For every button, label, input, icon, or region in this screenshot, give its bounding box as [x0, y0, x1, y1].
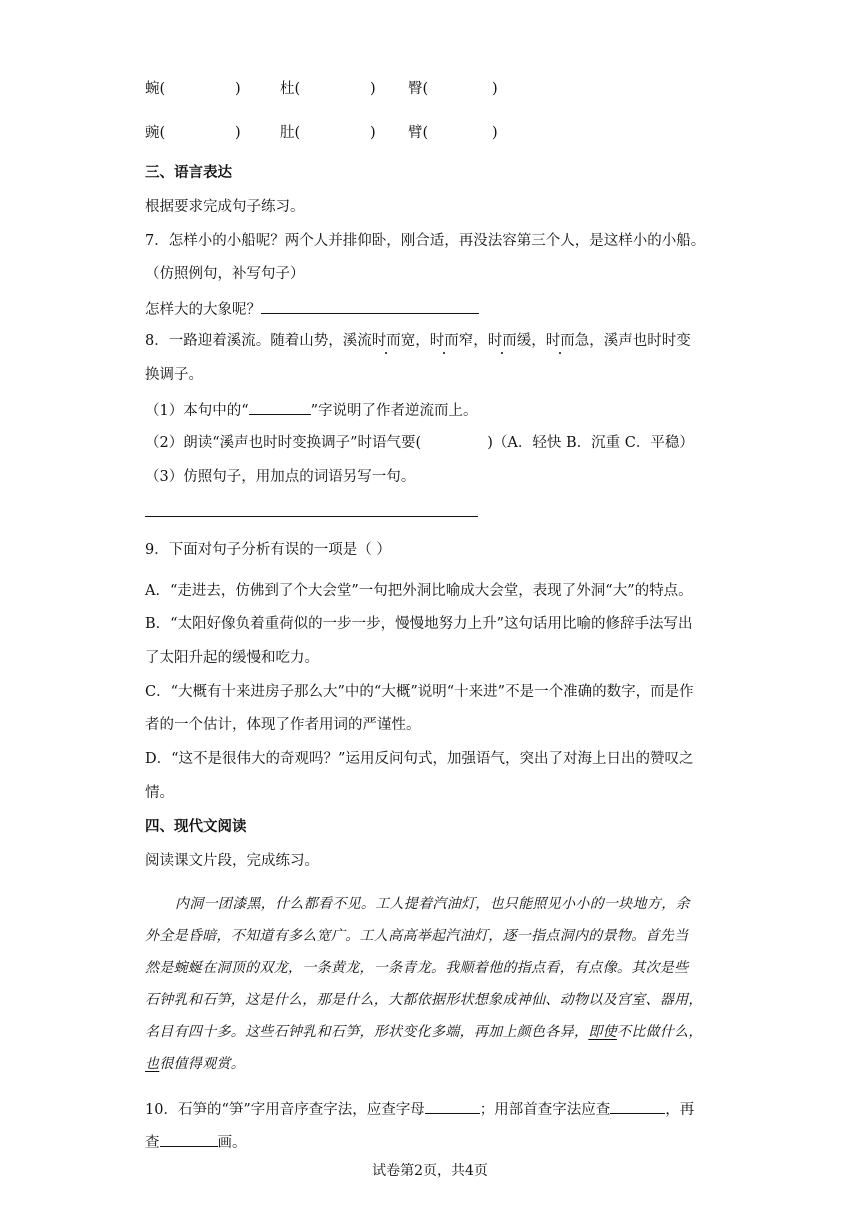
char-item: 肚(	[280, 125, 301, 141]
answer-blank[interactable]	[610, 1098, 665, 1114]
paren-close: )	[370, 81, 376, 97]
question-8-3: （3）仿照句子，用加点的词语另写一句。	[145, 469, 416, 485]
passage-line: 石钟乳和石笋，这是什么，那是什么，大都依据形状想象成神仙、动物以及宫室、器用，	[145, 992, 703, 1008]
question-10: 10．石笋的“笋”字用音序查字法，应查字母 ；用部首查字法应查 ，再	[145, 1098, 694, 1120]
paren-close: )	[370, 125, 376, 141]
dotted-word: 时而	[487, 333, 517, 349]
answer-blank[interactable]	[425, 1098, 480, 1114]
question-8: 8．一路迎着溪流。随着山势，溪流时而宽，时而窄，时而缓，时而急，溪声也时时变	[145, 333, 691, 349]
dotted-word: 时而	[371, 333, 401, 349]
underlined-word: 也	[145, 1056, 160, 1072]
answer-blank[interactable]	[261, 298, 479, 314]
option-b-cont: 了太阳升起的缓慢和吃力。	[145, 650, 319, 666]
exam-page: 蜿( ) 杜( ) 臀( ) 豌( ) 肚( ) 臂( ) 三、语言表达 根据要求完成句子练习。 7．怎样小的小船呢？两个人并排仰卧，刚合适，再没法容第三个人，是这样小的小船。 （仿照例句，补写句子） 怎样大的大象呢？ 8．一路迎着溪流。随着山势，溪流时而宽，时而窄，时而缓，时而急，溪声也时时变 换调子。 （1）本句中的“ ”字说明了作者逆流而上。 （2）朗读“溪声也时时变换调子”时语气要( )（A．轻快 B．沉重 C．平稳） （3）仿照句子，用加点的词语另写一句。 9．下面对句子分析有误的一项是（ ） A．“走进去，仿佛到了个大会堂”一句把外洞比喻成大会堂，表现了外洞“大”的特点。 B．“太阳好像负着重荷似的一步一步，慢慢地努力上升”这句话用比喻的修辞手法写出 了太阳升起的缓慢和吃力。 C．“大概有十来进房子那么大”中的“大概”说明“十来进”不是一个准确的数字，而是作 者的一个估计，体现了作者用词的严谨性。 D．“这不是很伟大的奇观吗？”运用反问句式，加强语气，突出了对海上日出的赞叹之 情。 四、现代文阅读 阅读课文片段，完成练习。 内洞一团漆黑，什么都看不见。工人提着汽油灯，也只能照见小小的一块地方，余 外全是昏暗，不知道有多么宽广。工人高高举起汽油灯，逐一指点洞内的景物。首先当 然是蜿蜒在洞顶的双龙，一条黄龙，一条青龙。我顺着他的指点看，有点像。其次是些 石钟乳和石笋，这是什么，那是什么，大都依据形状想象成神仙、动物以及宫室、器用， 名目有四十多。这些石钟乳和石笋，形状变化多端，再加上颜色各异，即使不比做什么， 也很值得观赏。 10．石笋的“笋”字用音序查字法，应查字母 ；用部首查字法应查 ，再 查 画。 试卷第2页，共4页	[0, 0, 860, 1216]
option-c-cont: 者的一个估计，体现了作者用词的严谨性。	[145, 717, 421, 733]
question-7-prompt: 怎样大的大象呢？	[145, 298, 479, 320]
question-8-2: （2）朗读“溪声也时时变换调子”时语气要( )（A．轻快 B．沉重 C．平稳）	[145, 435, 694, 451]
section-title: 四、现代文阅读	[145, 819, 247, 835]
char-item: 臀(	[408, 81, 429, 97]
page-footer: 试卷第2页，共4页	[372, 1163, 488, 1179]
passage-line: 然是蜿蜒在洞顶的双龙，一条黄龙，一条青龙。我顺着他的指点看，有点像。其次是些	[145, 960, 689, 976]
char-item: 豌(	[145, 125, 166, 141]
paren-close: )	[235, 81, 241, 97]
answer-blank[interactable]	[160, 1131, 218, 1147]
dotted-word: 时而	[429, 333, 459, 349]
instruction-text: 根据要求完成句子练习。	[145, 199, 305, 215]
paren-close: )	[492, 81, 498, 97]
question-7-hint: （仿照例句，补写句子）	[145, 266, 305, 282]
dotted-word: 时而	[545, 333, 575, 349]
question-9: 9．下面对句子分析有误的一项是（ ）	[145, 542, 391, 558]
passage-line: 名目有四十多。这些石钟乳和石笋，形状变化多端，再加上颜色各异，即使不比做什么，	[145, 1024, 703, 1040]
paren-close: )	[492, 125, 498, 141]
section-title: 三、语言表达	[145, 165, 232, 181]
question-8-cont: 换调子。	[145, 367, 203, 383]
answer-line[interactable]	[145, 516, 478, 517]
option-a[interactable]: A．“走进去，仿佛到了个大会堂”一句把外洞比喻成大会堂，表现了外洞“大”的特点。	[145, 583, 693, 599]
passage-line: 外全是昏暗，不知道有多么宽广。工人高高举起汽油灯，逐一指点洞内的景物。首先当	[145, 928, 689, 944]
question-10-cont: 查 画。	[145, 1131, 247, 1153]
passage-line: 内洞一团漆黑，什么都看不见。工人提着汽油灯，也只能照见小小的一块地方，余	[175, 896, 690, 912]
passage-line: 也很值得观赏。	[145, 1056, 246, 1072]
option-d[interactable]: D．“这不是很伟大的奇观吗？”运用反问句式，加强语气，突出了对海上日出的赞叹之	[145, 751, 694, 767]
option-b[interactable]: B．“太阳好像负着重荷似的一步一步，慢慢地努力上升”这句话用比喻的修辞手法写出	[145, 616, 693, 632]
instruction-text: 阅读课文片段，完成练习。	[145, 853, 319, 869]
answer-blank[interactable]	[249, 399, 311, 415]
char-item: 杜(	[280, 81, 301, 97]
question-8-1: （1）本句中的“ ”字说明了作者逆流而上。	[145, 399, 478, 421]
reading-passage	[145, 888, 715, 1080]
paren-close: )	[235, 125, 241, 141]
option-c[interactable]: C．“大概有十来进房子那么大”中的“大概”说明“十来进”不是一个准确的数字，而是作	[145, 684, 694, 700]
question-7: 7．怎样小的小船呢？两个人并排仰卧，刚合适，再没法容第三个人，是这样小的小船。	[145, 233, 706, 249]
char-item: 臂(	[408, 125, 429, 141]
underlined-word: 即使	[588, 1024, 617, 1040]
option-d-cont: 情。	[145, 785, 174, 801]
